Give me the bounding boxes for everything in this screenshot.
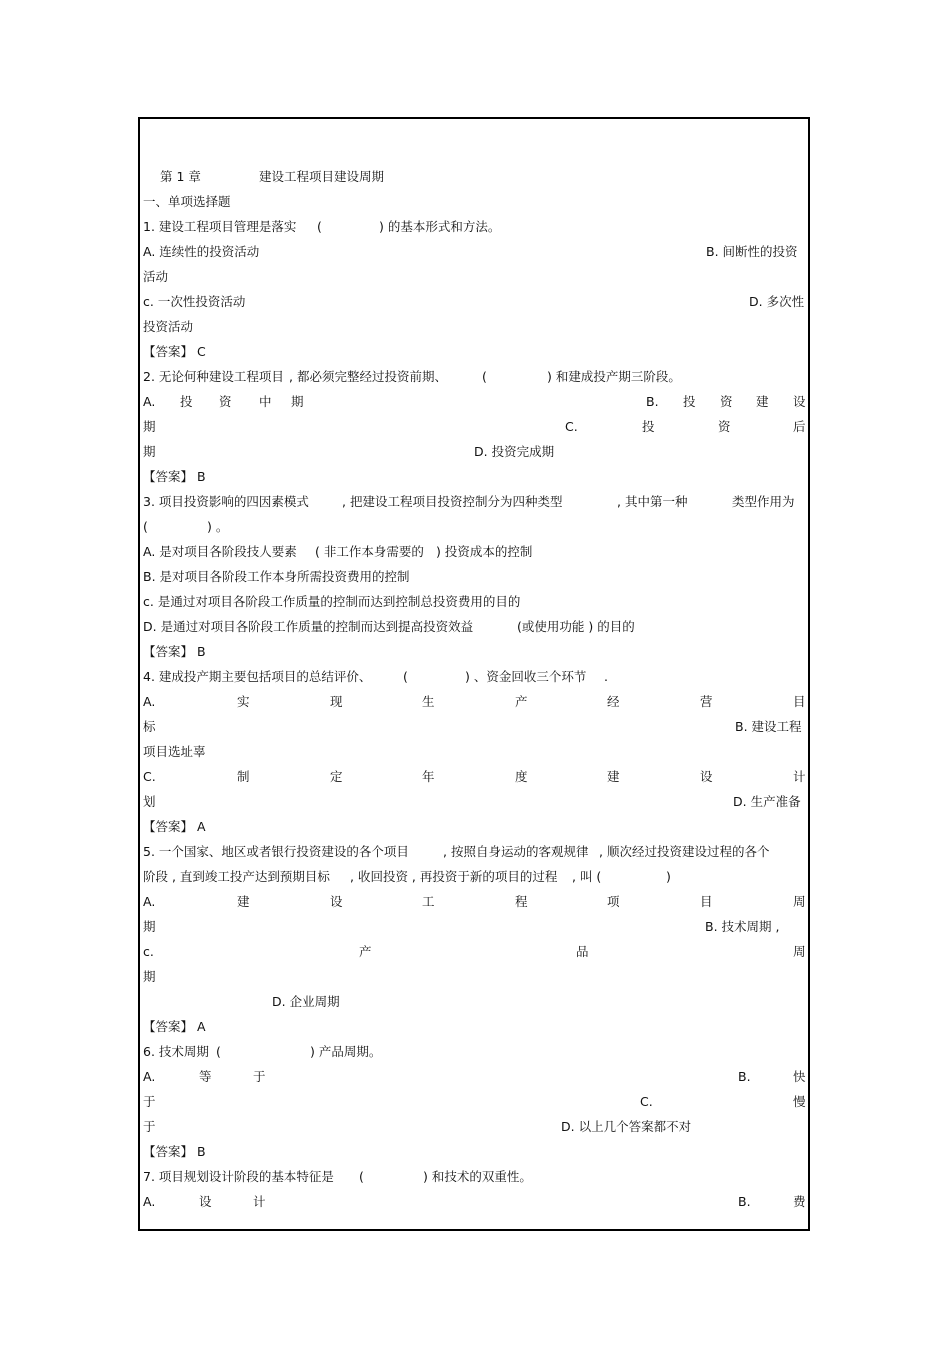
option-d: D. 投资完成期	[474, 444, 555, 459]
option-c-char: 慢	[793, 1094, 806, 1109]
option-c-char: 周	[793, 944, 806, 959]
q5-option-c	[143, 941, 805, 963]
q4-answer	[143, 816, 805, 838]
question-text: 1. 建设工程项目管理是落实	[143, 219, 297, 234]
question-text-mid: , 按照自身运动的客观规律	[443, 844, 589, 859]
option-a-char: 建	[237, 894, 250, 909]
option-a-char: 计	[253, 1194, 266, 1209]
q4-options-ab	[143, 716, 805, 738]
q1-options-cd	[143, 291, 805, 313]
option-c: c.	[143, 944, 154, 959]
question-text-tail: ) 和技术的双重性。	[423, 1169, 532, 1184]
question-text: 阶段 , 直到竣工投产达到预期目标	[143, 869, 330, 884]
option-d: D. 以上几个答案都不对	[561, 1119, 692, 1134]
option-b-char: 投	[683, 394, 696, 409]
q2-answer	[143, 466, 805, 488]
option-a-char: 程	[515, 894, 528, 909]
q3-option-b	[143, 566, 805, 588]
q6-answer	[143, 1141, 805, 1163]
q2-options-cd	[143, 441, 805, 463]
question-6	[143, 1041, 805, 1063]
option-a-char: 经	[607, 694, 620, 709]
question-text-tail: ) 、资金回收三个环节	[465, 669, 587, 684]
option-d: D. 多次性	[749, 294, 805, 309]
question-3	[143, 491, 805, 513]
question-text-tail: ) 的基本形式和方法。	[379, 219, 501, 234]
option-d: D. 生产准备	[733, 794, 801, 809]
option-a-char: 项	[607, 894, 620, 909]
answer-label: 【答案】 B	[143, 469, 206, 484]
q5-answer	[143, 1016, 805, 1038]
option-a-part: ( 非工作本身需要的	[315, 544, 424, 559]
option-c-char: 投	[642, 419, 655, 434]
option-b: B. 建设工程	[735, 719, 802, 734]
option-d-continued: 投资活动	[143, 319, 194, 334]
answer-label: 【答案】 C	[143, 344, 206, 359]
question-text: 3. 项目投资影响的四因素模式	[143, 494, 309, 509]
answer-label: 【答案】 A	[143, 819, 206, 834]
option-c-char: 定	[330, 769, 343, 784]
option-a-char: 现	[330, 694, 343, 709]
option-c-char: 建	[607, 769, 620, 784]
option-c: c. 是通过对项目各阶段工作质量的控制而达到控制总投资费用的目的	[143, 594, 521, 609]
option-a-char: 营	[700, 694, 713, 709]
answer-blank-close: ) 。	[207, 519, 229, 534]
question-3-cont	[143, 516, 805, 538]
option-c-char: 后	[793, 419, 806, 434]
option-a: A. 是对项目各阶段技人要素	[143, 544, 297, 559]
option-a-char: 目	[793, 694, 806, 709]
question-text: 7. 项目规划设计阶段的基本特征是	[143, 1169, 334, 1184]
option-b-char: 费	[793, 1194, 806, 1209]
option-c-char: 度	[515, 769, 528, 784]
option-a: A.	[143, 694, 156, 709]
question-text: 2. 无论何种建设工程项目	[143, 369, 284, 384]
option-a-char: 产	[515, 694, 528, 709]
option-a-char: 周	[793, 894, 806, 909]
option-b-continued: 期	[143, 419, 156, 434]
option-a-char: 于	[253, 1069, 266, 1084]
option-a-char: 期	[291, 394, 304, 409]
option-a-char: 设	[330, 894, 343, 909]
option-d: D. 企业周期	[272, 994, 340, 1009]
question-text-mid: , 其中第一种	[617, 494, 688, 509]
q6-options-ab	[143, 1066, 805, 1088]
chapter-number: 第 1 章	[160, 169, 201, 184]
question-2	[143, 366, 805, 388]
q6-options-bc	[143, 1091, 805, 1113]
question-text-mid: , 把建设工程项目投资控制分为四种类型	[342, 494, 563, 509]
option-c-continued: 期	[143, 969, 156, 984]
question-5-cont	[143, 866, 805, 888]
answer-label: 【答案】 B	[143, 644, 206, 659]
q4-option-b-wrap	[143, 741, 805, 763]
option-c-continued: 期	[143, 444, 156, 459]
option-b: B. 间断性的投资	[706, 244, 798, 259]
option-a-char: 目	[700, 894, 713, 909]
q4-option-c	[143, 766, 805, 788]
option-c: C.	[640, 1094, 653, 1109]
q5-option-a	[143, 891, 805, 913]
option-b-continued: 活动	[143, 269, 169, 284]
option-d-part: (或使用功能 ) 的目的	[517, 619, 635, 634]
option-a-char: 等	[199, 1069, 212, 1084]
q5-option-c-wrap	[143, 966, 805, 988]
option-c: C.	[565, 419, 578, 434]
q2-options-bc	[143, 416, 805, 438]
q1-answer	[143, 341, 805, 363]
question-end-dot: .	[604, 669, 608, 684]
question-text-tail: ) 产品周期。	[310, 1044, 382, 1059]
option-a-char: 投	[180, 394, 193, 409]
answer-blank-open: (	[143, 519, 148, 534]
question-text: , 收回投资 , 再投资于新的项目的过程	[350, 869, 558, 884]
option-b-char: 设	[793, 394, 806, 409]
option-a-continued: 期	[143, 919, 156, 934]
option-c-char: 品	[576, 944, 589, 959]
question-text-mid: , 都必须完整经过投资前期、	[289, 369, 447, 384]
q6-options-cd	[143, 1116, 805, 1138]
q4-options-cd	[143, 791, 805, 813]
option-c: c. 一次性投资活动	[143, 294, 246, 309]
question-text: 6. 技术周期	[143, 1044, 209, 1059]
option-c-char: 资	[718, 419, 731, 434]
answer-blank-close: )	[666, 869, 671, 884]
option-a-char: 设	[199, 1194, 212, 1209]
q5-option-d	[143, 991, 805, 1013]
question-text-tail: 类型作用为	[732, 494, 795, 509]
option-b-continued: 于	[143, 1094, 156, 1109]
option-d: D. 是通过对项目各阶段工作质量的控制而达到提高投资效益	[143, 619, 474, 634]
option-b-continued: 项目选址辜	[143, 744, 206, 759]
option-c-continued: 于	[143, 1119, 156, 1134]
option-c-char: 计	[793, 769, 806, 784]
option-b: B. 技术周期 ,	[705, 919, 780, 934]
question-text-tail: ) 和建成投产期三阶段。	[547, 369, 681, 384]
option-a-part: ) 投资成本的控制	[436, 544, 533, 559]
q5-options-ab	[143, 916, 805, 938]
option-a-char: 生	[422, 694, 435, 709]
option-b-char: 建	[756, 394, 769, 409]
question-5	[143, 841, 805, 863]
question-1	[143, 216, 805, 238]
option-c: C.	[143, 769, 156, 784]
option-c-char: 制	[237, 769, 250, 784]
option-a: A. 连续性的投资活动	[143, 244, 260, 259]
q3-option-a	[143, 541, 805, 563]
option-b-char: 资	[720, 394, 733, 409]
question-text: 4. 建成投产期主要包括项目的总结评价、	[143, 669, 372, 684]
q1-options-ab	[143, 241, 805, 263]
question-7	[143, 1166, 805, 1188]
option-a: A.	[143, 394, 156, 409]
option-b: B. 是对项目各阶段工作本身所需投资费用的控制	[143, 569, 410, 584]
q4-option-a	[143, 691, 805, 713]
question-text-mid: , 顺次经过投资建设过程的各个	[599, 844, 770, 859]
option-a: A.	[143, 1069, 156, 1084]
option-c-continued: 划	[143, 794, 156, 809]
option-b: B.	[646, 394, 659, 409]
answer-label: 【答案】 B	[143, 1144, 206, 1159]
option-a-char: 资	[219, 394, 232, 409]
option-b-char: 快	[793, 1069, 806, 1084]
option-a-continued: 标	[143, 719, 156, 734]
section-title: 一、单项选择题	[143, 194, 231, 209]
answer-blank-open: (	[317, 219, 322, 234]
answer-blank-open: (	[403, 669, 408, 684]
option-a-char: 中	[259, 394, 272, 409]
option-c-char: 设	[700, 769, 713, 784]
chapter-title: 建设工程项目建设周期	[259, 169, 385, 184]
answer-blank-open: (	[482, 369, 487, 384]
question-4	[143, 666, 805, 688]
option-a-char: 实	[237, 694, 250, 709]
q3-option-d	[143, 616, 805, 638]
section-heading	[143, 191, 805, 213]
q1-option-d-wrap	[143, 316, 805, 338]
option-b: B.	[738, 1194, 751, 1209]
answer-blank-open: (	[216, 1044, 221, 1059]
chapter-heading	[143, 166, 805, 188]
option-b: B.	[738, 1069, 751, 1084]
option-c-char: 年	[422, 769, 435, 784]
q2-options-ab	[143, 391, 805, 413]
answer-blank-open: (	[359, 1169, 364, 1184]
option-a: A.	[143, 894, 156, 909]
answer-blank-open: , 叫 (	[572, 869, 602, 884]
answer-label: 【答案】 A	[143, 1019, 206, 1034]
option-a: A.	[143, 1194, 156, 1209]
question-text: 5. 一个国家、地区或者银行投资建设的各个项目	[143, 844, 409, 859]
q1-option-b-wrap	[143, 266, 805, 288]
q3-answer	[143, 641, 805, 663]
option-a-char: 工	[422, 894, 435, 909]
q3-option-c	[143, 591, 805, 613]
option-c-char: 产	[359, 944, 372, 959]
q7-options-ab	[143, 1191, 805, 1213]
